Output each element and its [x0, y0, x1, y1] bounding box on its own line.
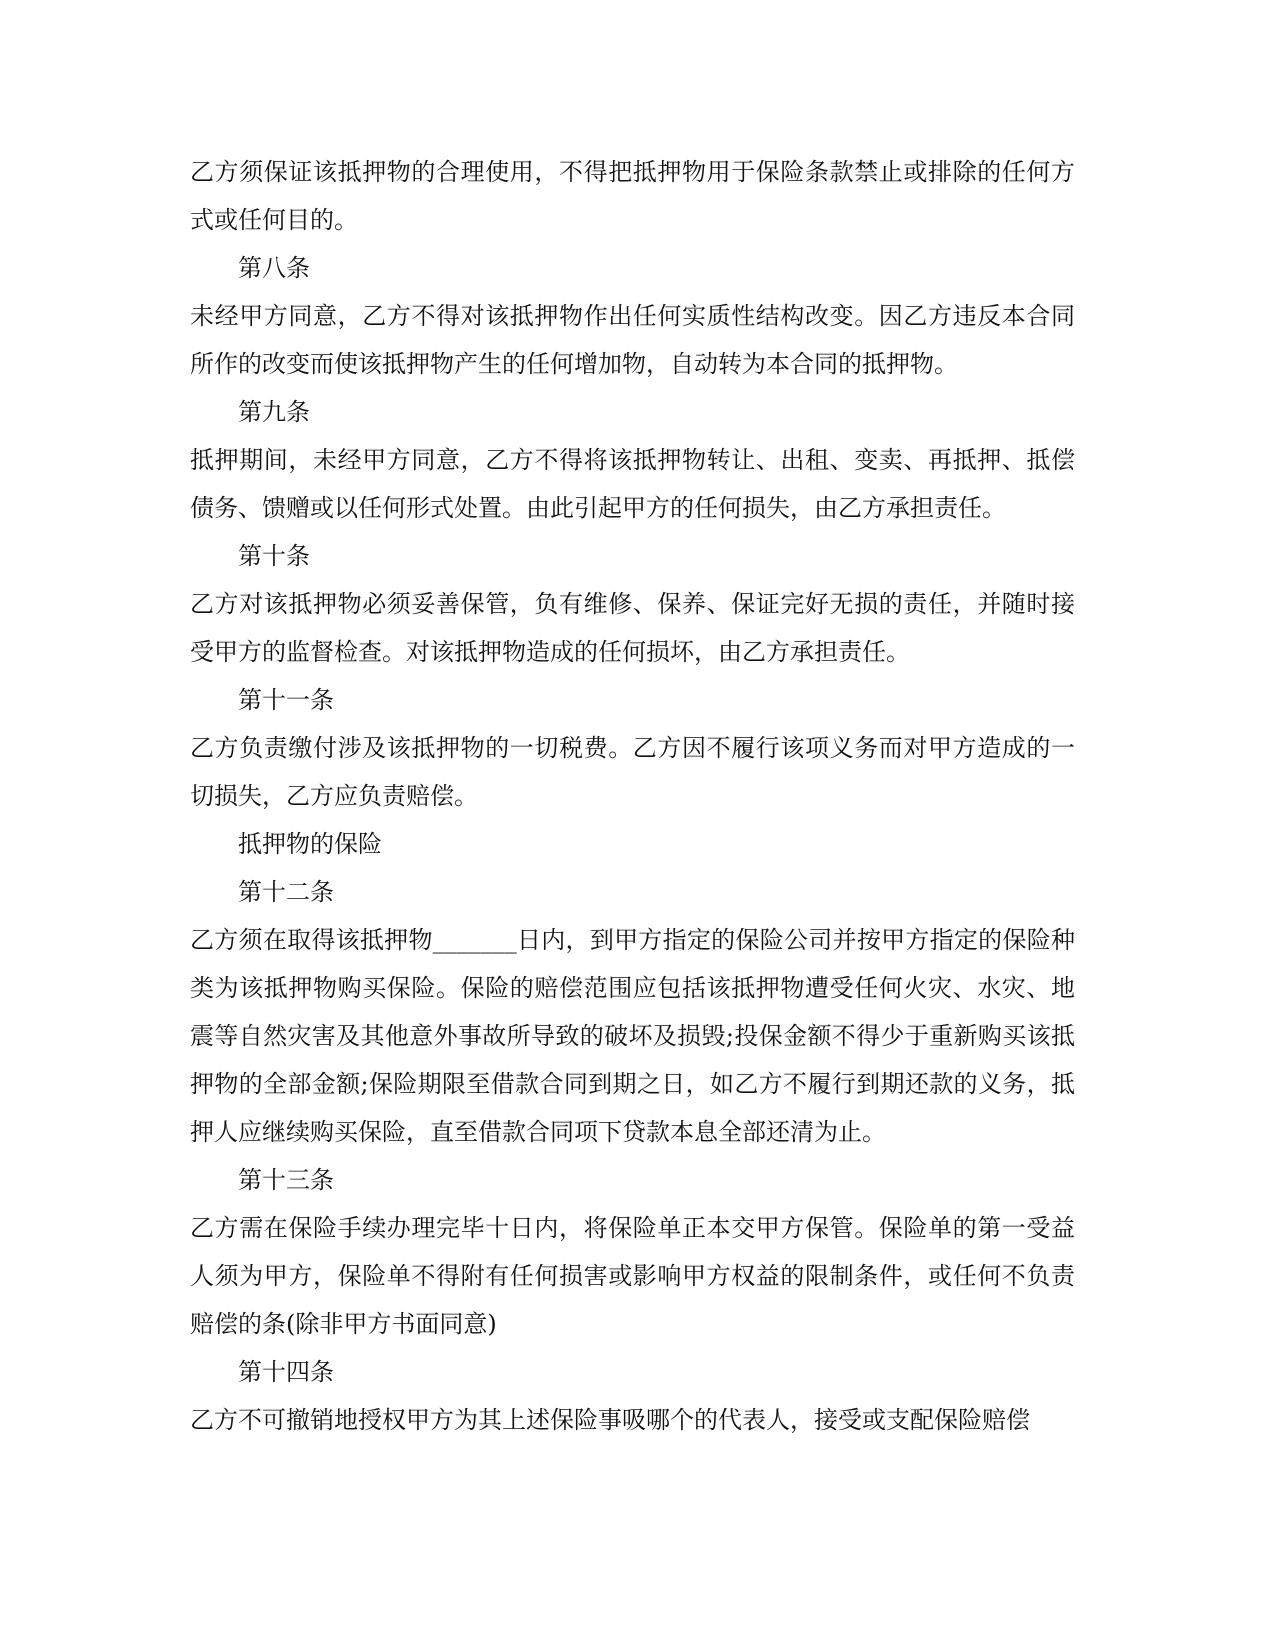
paragraph: 乙方需在保险手续办理完毕十日内，将保险单正本交甲方保管。保险单的第一受益人须为甲方，保险单不得附有任何损害或影响甲方权益的限制条件，或任何不负责赔偿的条(除非甲方书面同意): [190, 1214, 1075, 1338]
paragraph: 乙方负责缴付涉及该抵押物的一切税费。乙方因不履行该项义务而对甲方造成的一切损失，乙方应负责赔偿。: [190, 734, 1075, 810]
paragraph: 乙方不可撤销地授权甲方为其上述保险事吸哪个的代表人，接受或支配保险赔偿: [190, 1406, 1030, 1434]
section-heading: 抵押物的保险: [238, 830, 382, 858]
article-heading: 第十二条: [238, 878, 334, 906]
paragraph: 乙方须保证该抵押物的合理使用，不得把抵押物用于保险条款禁止或排除的任何方式或任何目的。: [190, 158, 1075, 234]
article-heading: 第十一条: [238, 686, 334, 714]
article-heading: 第十三条: [238, 1166, 334, 1194]
article-heading: 第九条: [238, 398, 310, 426]
paragraph: 乙方对该抵押物必须妥善保管，负有维修、保养、保证完好无损的责任，并随时接受甲方的监督检查。对该抵押物造成的任何损坏，由乙方承担责任。: [190, 590, 1075, 666]
paragraph: 抵押期间，未经甲方同意，乙方不得将该抵押物转让、出租、变卖、再抵押、抵偿债务、馈赠或以任何形式处置。由此引起甲方的任何损失，由乙方承担责任。: [190, 446, 1075, 522]
document-body: [190, 148, 1075, 1444]
paragraph: 未经甲方同意，乙方不得对该抵押物作出任何实质性结构改变。因乙方违反本合同所作的改变而使该抵押物产生的任何增加物，自动转为本合同的抵押物。: [190, 302, 1075, 378]
article-heading: 第十四条: [238, 1358, 334, 1386]
article-heading: 第十条: [238, 542, 310, 570]
article-heading: 第八条: [238, 254, 310, 282]
paragraph: 乙方须在取得该抵押物_______日内，到甲方指定的保险公司并按甲方指定的保险种类为该抵押物购买保险。保险的赔偿范围应包括该抵押物遭受任何火灾、水灾、地震等自然灾害及其他意外事故所导致的破坏及损毁;投保金额不得少于重新购买该抵押物的全部金额;保险期限至借款合同到期之日，如乙方不履行到期还款的义务，抵押人应继续购买保险，直至借款合同项下贷款本息全部还清为止。: [190, 926, 1075, 1146]
